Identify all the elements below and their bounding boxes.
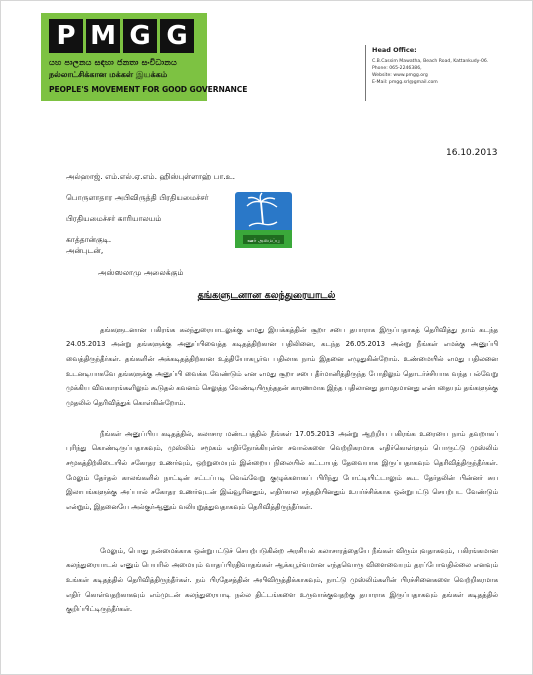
logo-letter-p: P [49, 19, 83, 53]
logo-letter-m: M [86, 19, 120, 53]
palm-emblem-icon [235, 192, 292, 248]
recipient-office: பிரதியமைச்சர் காரியாலயம் [66, 214, 162, 223]
body-paragraph-1: தங்களுடனான பகிரங்க கலந்துரையாடலுக்கு எமது இயக்கத்தின் சூறா சபை தயாராக இருப்பதாகத் தெரிவித்து நாம் கடந்த 24.05.2013 அன்று தங்களுக்கு அனுப்பிவைத்த கடிதத்திற்கான பதிலினை, கடந்த 26.05.2013 அன்று நீங்கள் எமக்கு அனுப்பி வைத்திருந்தீர்கள். தங்களின் அக்கடிதத்திற்கான உத்தியோகபூர்வ பதிலாக நாம் இதனை எழுதுகின்றோம். உண்மையில் எமது பதிலனை உடனடியாகவே தங்களுக்கு அனுப்பி வைக்க வேண்டும் என எமது சூறா சபை தீர்மானித்திருந்த போதிலும் தொடர்ச்சியாக வந்த பல்வேறு முக்கிய விவகாரங்களிலும் கூடுதல் கவனம் செலுத்த வேண்டியிருந்ததன் காரணமாக இந்த பதிலானது தாமதமானது என்பதையும் தங்களுக்கு முதலில் தெரிவித்துக் கொள்கின்றோம். [66, 325, 498, 407]
logo-english-line: PEOPLE'S MOVEMENT FOR GOOD GOVERNANCE [49, 85, 248, 94]
logo-letter-g2: G [160, 19, 194, 53]
letter-date: 16.10.2013 [446, 148, 498, 158]
office-website: Website: www.pmgg.org [372, 73, 428, 78]
body-paragraph-3: மேலும், பொது நன்மைக்காக ஒன்றுபட்டுச் செயற்படுகின்ற அரசியல் கலாசாரத்தையே நீங்கள் விரும்புவதாகவும், பகிரங்கமான கலந்துரையாடல் எனும் பெயரில் அமையும் வாதப்பிரதிவாதங்கள் ஆக்கபூர்வமான எந்தவொரு விளைவையும் தரப்போவதில்லை எனவும் உங்கள் கடிதத்தில் தெரிவித்திருந்தீர்கள். நம் பிரதேசத்தின் அபிவிருத்திக்காகவும், நாட்டு முஸ்லிம்களின் பிரச்சினைகளை வெற்றிகரமாக எதிர் கொள்வதற்காகவும் எம்முடன் கலந்துரையாடி நல்ல திட்டங்களை உருவாக்குவதற்கு தயாராக இருப்பதாகவும் தங்கள் கடிதத்தில் குறிப்பிட்டிருந்தீர்கள். [66, 546, 498, 614]
logo-tamil-line: நல்லாட்சிக்கான மக்கள் இயக்கம் [49, 70, 168, 79]
office-divider [365, 45, 366, 101]
salutation: அஸ்ஸலாமு அலைக்கும் [98, 268, 184, 277]
emblem-caption: ஊர் அமைப்பு [247, 238, 280, 244]
recipient-town: காத்தான்குடி. [66, 235, 112, 244]
recipient-name: அல்ஹாஜ். எம்.எல்.ஏ.எம். ஹிஸ்புள்ளாஹ் பா.உ. [66, 172, 236, 181]
recipient-address [66, 166, 235, 250]
office-email: E-Mail: pmgg.srl@gmail.com [372, 80, 438, 85]
greeting: அன்புடன், [66, 246, 104, 255]
logo-sinhala-line: යහ පාලනය සඳහා ජනතා සංවිධානය [49, 58, 177, 67]
body-paragraph-2: நீங்கள் அனுப்பிய கடிதத்தில், கலாசார மண்டபத்தில் நீங்கள் 17.05.2013 அன்று ஆற்றிய பகிரங்க உரையை நாம் தவறாகப் புரிந்து கொண்டிருப்பதாகவும், முஸ்லிம் சமூகம் எதிர்நோக்கியுள்ள சவால்களை வெற்றிகரமாக எதிர்கொள்ளும் பொருட்டு முஸ்லிம் சமூகத்திற்கிடையில் சகோதர உணர்வும், ஒற்றுமையும் இன்றைய நிலையில் கட்டாயத் தேவையாக இருப்பதாகவும் தெரிவித்திருந்தீர்கள். மேலும் தேர்தல் காலங்களில் நாட்டின் சட்டப்படி வெவ்வேறு குழுக்களாகப் பிரிந்து போட்டியிட்டாலும் கூட தேர்தலின் பின்னர் சுய இலாபங்களுக்கு அப்பால் சகோதர உணர்வுடன் இவ்வூரினதும், எதிர்கால சந்ததியினதும் உயர்ச்சிக்காக ஒன்றுபட்டு செயற்பட வேண்டும் என்றும், இதனையே அல்குர்ஆனும் வலியுறுத்துவதாகவும் தெரிவித்திருந்தீர்கள். [66, 429, 498, 511]
head-office-block [372, 47, 522, 86]
head-office-title: Head Office: [372, 46, 417, 54]
letter-subject: தங்களுடனான கலந்துரையாடல் [197, 290, 336, 301]
office-address: C.B.Cassim Mawatha, Beach Road, Kattankudy-06. [372, 59, 489, 64]
logo-letter-g1: G [123, 19, 157, 53]
pmgg-logo [41, 13, 248, 101]
office-phone: Phone: 065-2246386, [372, 66, 422, 71]
logo-letters [49, 19, 194, 53]
recipient-title: பொருளாதார அபிவிருத்தி பிரதியமைச்சர் [66, 193, 209, 202]
